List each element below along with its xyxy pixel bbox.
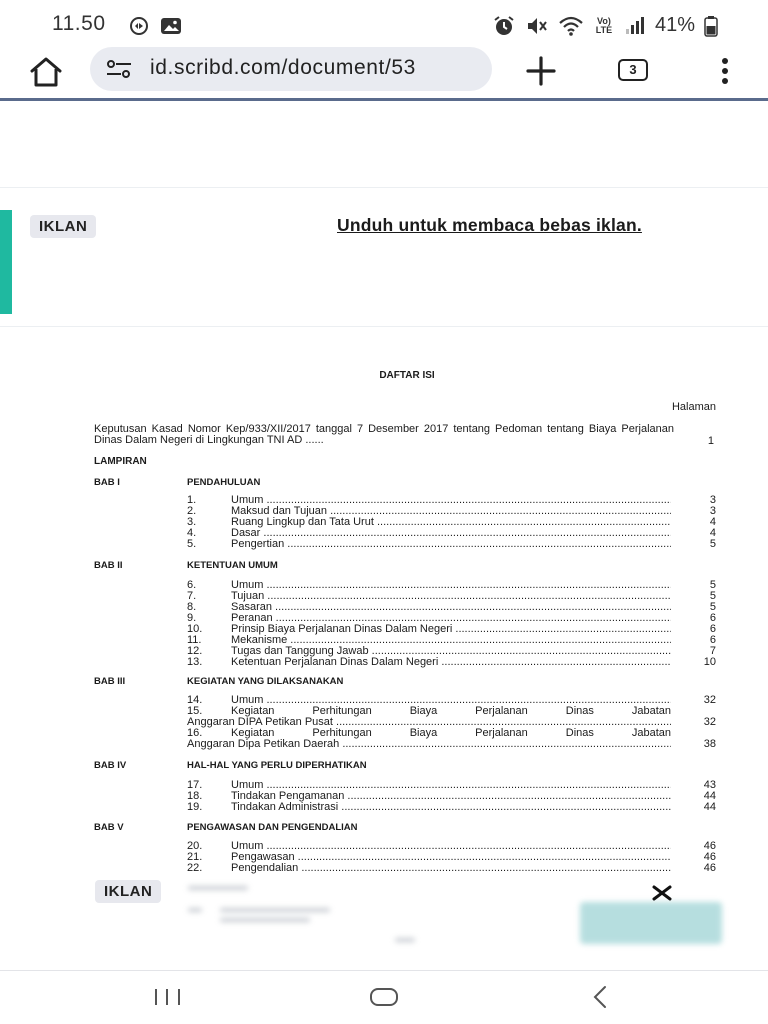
toc-item[interactable]: 7. Tujuan ..... 5	[187, 591, 720, 602]
chapter-label: BAB II	[94, 560, 123, 571]
toc-item[interactable]: 17. Umum ..... 43	[187, 780, 720, 791]
toc-item[interactable]: 21. Pengawasan ..... 46	[187, 852, 720, 863]
chapter-title: HAL-HAL YANG PERLU DIPERHATIKAN	[187, 760, 367, 771]
toc-item[interactable]: 1. Umum ..... 3	[187, 495, 720, 506]
toc-item[interactable]: 5. Pengertian ..... 5	[187, 539, 720, 550]
status-time: 11.50	[52, 12, 106, 35]
bottom-ad-badge: IKLAN	[95, 880, 161, 903]
toc-item[interactable]: 2. Maksud dan Tujuan ..... 3	[187, 506, 720, 517]
browser-toolbar	[0, 46, 768, 98]
more-options-icon[interactable]	[717, 57, 733, 85]
signal-icon	[624, 16, 646, 36]
network-label: Vo) LTE	[595, 15, 613, 35]
toc-item[interactable]: 13. Ketentuan Perjalanan Dinas Dalam Negeri ..... 10	[187, 657, 720, 668]
battery-icon	[704, 15, 718, 37]
toc-item[interactable]: 22. Pengendalian ..... 46	[187, 863, 720, 874]
toc-item[interactable]: 8. Sasaran ..... 5	[187, 602, 720, 613]
toc-item[interactable]: 11. Mekanisme ..... 6	[187, 635, 720, 646]
remove-ads-link[interactable]: Unduh untuk membaca bebas iklan.	[337, 215, 642, 235]
url-text[interactable]: id.scribd.com/document/53	[150, 56, 416, 79]
chapter-title: PENDAHULUAN	[187, 477, 261, 488]
lampiran-heading: LAMPIRAN	[94, 456, 147, 467]
tab-switcher-button[interactable]: 3	[618, 59, 648, 81]
page-column-header: Halaman	[671, 401, 716, 413]
chapter-label: BAB IV	[94, 760, 127, 771]
nav-home-icon[interactable]	[369, 987, 399, 1007]
chapter-label: BAB I	[94, 477, 120, 488]
chapter-title: KETENTUAN UMUM	[187, 560, 278, 571]
toc-item[interactable]: 18. Tindakan Pengamanan ..... 44	[187, 791, 720, 802]
ad-separator	[0, 187, 768, 188]
nav-separator	[0, 970, 768, 971]
intro-page-number: 1	[707, 435, 714, 447]
new-tab-icon[interactable]	[524, 54, 558, 88]
document-title: DAFTAR ISI	[379, 370, 435, 381]
mute-icon	[525, 15, 549, 37]
chapter-label: BAB III	[94, 676, 126, 687]
messaging-app-icon	[128, 16, 150, 36]
toc-item[interactable]: 9. Peranan ..... 6	[187, 613, 720, 624]
toc-item[interactable]: 16. Kegiatan Perhitungan Biaya Perjalanan Dinas Jabatan Anggaran Dipa Petikan Daerah ..... 38	[187, 728, 720, 750]
ad-accent-bar	[0, 210, 12, 314]
home-icon[interactable]	[28, 54, 64, 90]
back-icon[interactable]	[590, 985, 610, 1009]
chapter-title: PENGAWASAN DAN PENGENDALIAN	[187, 822, 358, 833]
intro-paragraph: Keputusan Kasad Nomor Kep/933/XII/2017 tanggal 7 Desember 2017 tentang Pedoman tentang Biaya Perjalanan Dinas Dalam Negeri di Lingkungan TNI AD ......	[94, 423, 674, 446]
recent-apps-icon[interactable]	[153, 987, 183, 1007]
toc-item[interactable]: 20. Umum ..... 46	[187, 841, 720, 852]
ad-cta-button[interactable]	[580, 902, 722, 944]
wifi-icon	[558, 15, 584, 37]
toolbar-divider	[0, 98, 768, 101]
toc-item[interactable]: 4. Dasar ..... 4	[187, 528, 720, 539]
chapter-label: BAB V	[94, 822, 124, 833]
status-bar	[0, 0, 768, 50]
toc-item[interactable]: 3. Ruang Lingkup dan Tata Urut ..... 4	[187, 517, 720, 528]
address-bar[interactable]	[90, 47, 492, 91]
toc-item[interactable]: 14. Umum ..... 32	[187, 695, 720, 706]
battery-level: 41%	[654, 14, 695, 36]
toc-item[interactable]: 19. Tindakan Administrasi ..... 44	[187, 802, 720, 813]
toc-item[interactable]: 6. Umum ..... 5	[187, 580, 720, 591]
ad-badge: IKLAN	[30, 215, 96, 238]
close-ad-icon[interactable]	[651, 882, 673, 904]
alarm-icon	[492, 15, 516, 37]
toc-item[interactable]: 12. Tugas dan Tanggung Jawab ..... 7	[187, 646, 720, 657]
toc-item[interactable]: 10. Prinsip Biaya Perjalanan Dinas Dalam Negeri ..... 6	[187, 624, 720, 635]
toc-item[interactable]: 15. Kegiatan Perhitungan Biaya Perjalanan Dinas Jabatan Anggaran DIPA Petikan Pusat ..... 32	[187, 706, 720, 728]
gallery-icon	[160, 16, 182, 36]
chapter-title: KEGIATAN YANG DILAKSANAKAN	[187, 676, 344, 687]
site-settings-icon[interactable]	[104, 58, 134, 80]
ad-separator	[0, 326, 768, 327]
